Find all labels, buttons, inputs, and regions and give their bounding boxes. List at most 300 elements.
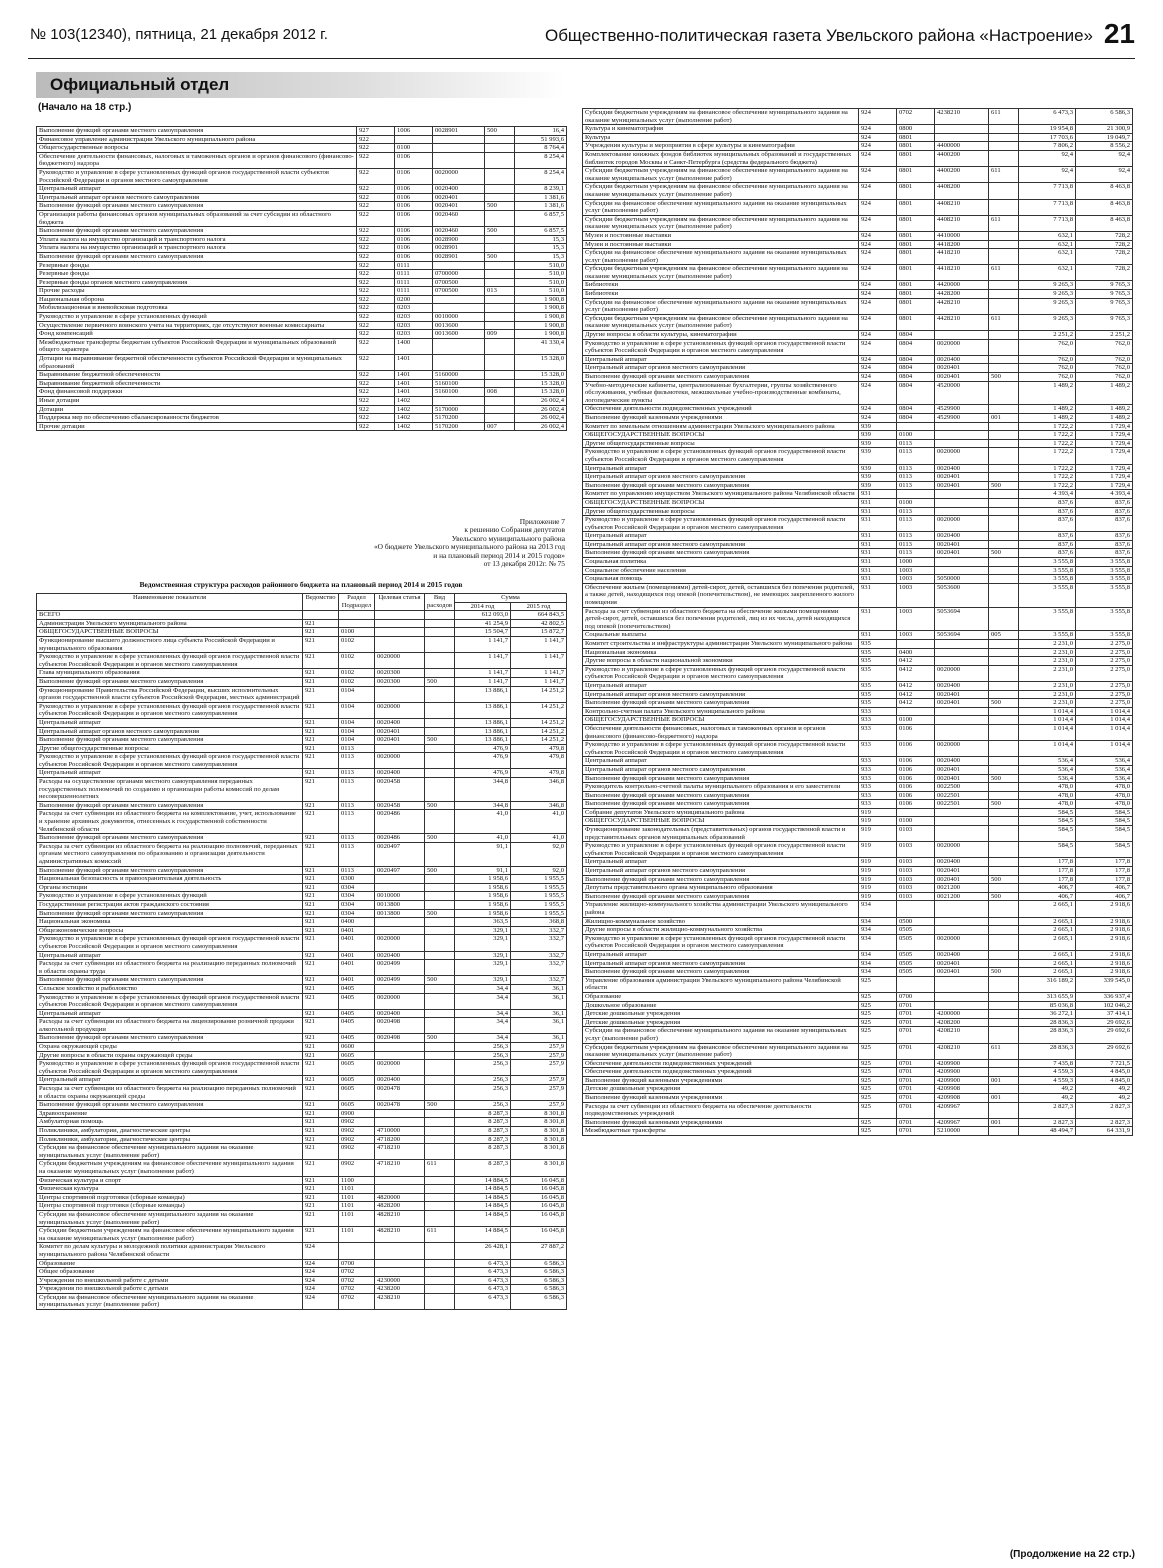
table-cell: Общегосударственные вопросы [37, 144, 357, 153]
table-cell: 611 [989, 109, 1019, 125]
table-row [583, 1127, 1133, 1136]
table-cell: 921 [303, 753, 339, 769]
table-cell: 611 [989, 215, 1019, 231]
table-cell [425, 1176, 455, 1185]
table-cell: 762,0 [1076, 339, 1133, 355]
table-cell: 762,0 [1019, 364, 1076, 373]
table-cell: 0104 [339, 702, 375, 718]
table-cell: 13 886,1 [455, 736, 511, 745]
table-cell [425, 1259, 455, 1268]
table-cell: 0010000 [433, 313, 485, 322]
table-row [37, 1185, 567, 1194]
continued-to: (Продолжение на 22 стр.) [1009, 1549, 1135, 1560]
table-cell: 0801 [897, 298, 935, 314]
table-cell: 536,4 [1019, 765, 1076, 774]
table-cell: 256,3 [455, 1076, 511, 1085]
table-cell: Руководство и управление в сфере установленных функций органов государственной власти субъектов Российской Федерации и органов местного самоуправления [37, 168, 357, 184]
table-cell [425, 753, 455, 769]
table-cell: 0020460 [433, 210, 485, 226]
appendix-line: от 13 декабря 2012г. № 75 [483, 559, 565, 569]
table-cell: 921 [303, 935, 339, 951]
table-cell: 7 435,8 [1019, 1059, 1076, 1068]
table-row [37, 653, 567, 669]
table-cell: 0401 [339, 951, 375, 960]
table-cell: 0106 [897, 800, 935, 809]
table-cell: 3 555,8 [1019, 558, 1076, 567]
table-cell: 0020458 [375, 801, 425, 810]
table-cell: 921 [303, 702, 339, 718]
table-cell: 36 272,1 [1019, 1010, 1076, 1019]
table-cell: Обеспечение деятельности финансовых, налоговых и таможенных органов и органов финансового (финансово-бюджетного) надзора [583, 724, 859, 740]
table-row [583, 917, 1133, 926]
table-cell: 921 [303, 1193, 339, 1202]
table-row [37, 918, 567, 927]
table-cell: 0104 [339, 727, 375, 736]
table-cell: 0020401 [935, 875, 989, 884]
table-row [583, 240, 1133, 249]
table-row [583, 507, 1133, 516]
table-cell: 8 287,3 [455, 1160, 511, 1176]
table-row [583, 976, 1133, 992]
table-cell: 922 [357, 261, 395, 270]
table-cell [485, 313, 515, 322]
table-cell: 921 [303, 1051, 339, 1060]
table-cell: 0401 [339, 960, 375, 976]
table-cell: 37 414,1 [1076, 1010, 1133, 1019]
table-cell: 1003 [897, 583, 935, 607]
table-cell: 406,7 [1076, 884, 1133, 893]
table-cell [425, 935, 455, 951]
table-cell [989, 926, 1019, 935]
table-cell: 406,7 [1076, 892, 1133, 901]
table-cell: Управление образования администрации Увельского муниципального района Челябинской области [583, 976, 859, 992]
table-cell: 837,6 [1019, 516, 1076, 532]
table-cell: 256,3 [455, 1043, 511, 1052]
section-title: Официальный отдел [36, 72, 566, 98]
table-cell [375, 611, 425, 620]
table-cell: 0013800 [375, 900, 425, 909]
table-cell: 611 [989, 1043, 1019, 1059]
table-cell: 0405 [339, 1009, 375, 1018]
table-cell: 837,6 [1019, 532, 1076, 541]
table-cell: 933 [859, 783, 897, 792]
table-cell: 0020000 [935, 842, 989, 858]
table-cell: 14 251,2 [511, 718, 567, 727]
table-cell: 0801 [897, 231, 935, 240]
table-row [583, 448, 1133, 464]
table-row [37, 304, 567, 313]
table-row [37, 1160, 567, 1176]
table-cell: Расходы на осуществление органами местного самоуправления переданных государственных полномочий по созданию и организации работы комиссий по делам несовершеннолетних [37, 778, 303, 802]
table-cell: Выравнивание бюджетной обеспеченности [37, 371, 357, 380]
table-cell: Межбюджетные трансферты бюджетам субъектов Российской Федерации и муниципальных образований общего характера [37, 338, 357, 354]
table-cell [989, 1127, 1019, 1136]
table-cell [375, 1185, 425, 1194]
table-cell: 0020000 [375, 702, 425, 718]
table-row [583, 109, 1133, 125]
table-cell [339, 619, 375, 628]
table-cell: Руководство и управление в сфере установленных функций органов государственной власти субъектов Российской Федерации и органов местного самоуправления [37, 702, 303, 718]
table-cell: 1003 [897, 575, 935, 584]
table-cell [425, 926, 455, 935]
table-cell: 0801 [897, 265, 935, 281]
table-cell: 1 900,8 [515, 321, 567, 330]
table-cell: 0020497 [375, 866, 425, 875]
table-cell: 1 489,2 [1019, 413, 1076, 422]
table-cell [485, 261, 515, 270]
table-cell [897, 976, 935, 992]
table-cell: 1 014,4 [1076, 724, 1133, 740]
table-cell: 4200000 [935, 1010, 989, 1019]
table-cell: 1 958,6 [455, 892, 511, 901]
table-cell [433, 152, 485, 168]
table-row [37, 718, 567, 727]
table-cell: 0100 [897, 431, 935, 440]
table-cell: Обеспечение деятельности подведомственных учреждений [583, 405, 859, 414]
table-cell: 925 [859, 992, 897, 1001]
table-cell [935, 716, 989, 725]
table-cell: 0400 [897, 648, 935, 657]
table-cell: Музеи и постоянные выставки [583, 240, 859, 249]
table-cell: 5053600 [935, 583, 989, 607]
table-cell: 921 [303, 1160, 339, 1176]
table-cell: 0702 [897, 109, 935, 125]
table-cell: Жилищно-коммунальное хозяйство [583, 917, 859, 926]
table-cell [935, 125, 989, 134]
table-row [37, 210, 567, 226]
table-row [583, 249, 1133, 265]
table-cell: 931 [859, 549, 897, 558]
table-cell: 36,1 [511, 993, 567, 1009]
table-cell: 919 [859, 808, 897, 817]
table-cell: 921 [303, 810, 339, 834]
table-cell: 0804 [897, 331, 935, 340]
table-cell: 922 [357, 321, 395, 330]
table-cell: 922 [357, 210, 395, 226]
table-cell [425, 1109, 455, 1118]
table-cell: 0605 [339, 1060, 375, 1076]
table-cell: Учреждения по внешкольной работе с детьми [37, 1276, 303, 1285]
table-cell: 0804 [897, 339, 935, 355]
table-cell: 584,5 [1019, 808, 1076, 817]
table-cell: 924 [859, 314, 897, 330]
table-cell: 924 [859, 125, 897, 134]
table-cell: 2 918,6 [1076, 950, 1133, 959]
table-cell: 922 [357, 144, 395, 153]
table-cell: Осуществление первичного воинского учета на территориях, где отсутствуют военные комиссариаты [37, 321, 357, 330]
table-cell: 584,5 [1019, 842, 1076, 858]
table-cell: 1006 [395, 127, 433, 136]
table-cell: 1 141,7 [511, 677, 567, 686]
table-cell: 924 [859, 183, 897, 199]
table-cell: Расходы за счет субвенции из областного бюджета на реализацию переданных полномочий в области охраны труда [37, 960, 303, 976]
table-cell: 0801 [897, 290, 935, 299]
table-cell: Субсидии на финансовое обеспечение муниципального задания на оказание муниципальных услуг (выполнение работ) [37, 1144, 303, 1160]
table-cell: 4400200 [935, 167, 989, 183]
table-cell: 0113 [897, 549, 935, 558]
table-cell: Детские дошкольные учреждения [583, 1018, 859, 1027]
table-row [583, 892, 1133, 901]
table-cell [989, 199, 1019, 215]
table-cell: 925 [859, 1043, 897, 1059]
table-cell: 177,8 [1019, 858, 1076, 867]
table-cell: 13 886,1 [455, 686, 511, 702]
table-cell: 924 [859, 150, 897, 166]
table-cell: 14 884,5 [455, 1185, 511, 1194]
table-cell: 500 [425, 834, 455, 843]
table-cell: 1 958,6 [455, 883, 511, 892]
table-cell: 329,1 [455, 976, 511, 985]
col-2015: 2015 год [511, 602, 567, 611]
table-cell: 919 [859, 817, 897, 826]
table-cell: Центры спортивной подготовки (сборные команды) [37, 1193, 303, 1202]
table-cell: 921 [303, 686, 339, 702]
table-row [583, 631, 1133, 640]
table-row [583, 1118, 1133, 1127]
table-cell: 0103 [897, 826, 935, 842]
table-cell: 0113 [339, 801, 375, 810]
table-cell [425, 1243, 455, 1259]
table-cell [425, 875, 455, 884]
table-cell: 0801 [897, 215, 935, 231]
table-cell: 0801 [897, 314, 935, 330]
table-row [37, 338, 567, 354]
table-cell: 933 [859, 765, 897, 774]
table-cell: 4828210 [375, 1210, 425, 1226]
table-cell: 922 [357, 235, 395, 244]
table-cell: 4408210 [935, 215, 989, 231]
table-cell: 0505 [897, 959, 935, 968]
table-cell: 2 665,1 [1019, 917, 1076, 926]
table-cell: Собрание депутатов Увельского муниципального района [583, 808, 859, 817]
table-cell: 922 [357, 193, 395, 202]
table-cell: 0020401 [935, 690, 989, 699]
table-cell: Выполнение функций органами местного самоуправления [583, 791, 859, 800]
table-cell: Контрольно-счетная палата Увельского муниципального района [583, 707, 859, 716]
table-cell: 0701 [897, 1001, 935, 1010]
table-cell: 4 559,3 [1019, 1076, 1076, 1085]
table-cell [989, 540, 1019, 549]
table-cell [425, 1043, 455, 1052]
table-cell: 14 884,5 [455, 1193, 511, 1202]
table-cell [989, 976, 1019, 992]
table-cell: Иные дотации [37, 397, 357, 406]
table-cell: Дошкольное образование [583, 1001, 859, 1010]
table-cell: 922 [357, 168, 395, 184]
table-cell: Учебно-методические кабинеты, централизованные бухгалтерии, группы хозяйственного обслуживания, учебные фильмотеки, межшкольные учебно-производственные комбинаты, логопедические пункты [583, 381, 859, 405]
appendix-line: и на плановый период 2014 и 2015 годов» [433, 550, 565, 560]
table-cell: 1400 [395, 338, 433, 354]
table-cell: 16 045,8 [511, 1202, 567, 1211]
table-cell [485, 244, 515, 253]
table-cell [339, 1243, 375, 1259]
table-cell: 4410000 [935, 231, 989, 240]
table-cell: 0020400 [935, 757, 989, 766]
table-cell: 921 [303, 1034, 339, 1043]
table-cell: 0505 [897, 926, 935, 935]
table-cell [989, 583, 1019, 607]
table-cell: 921 [303, 1109, 339, 1118]
table-row [583, 1027, 1133, 1043]
table-cell: Расходы за счет субвенции из областного бюджета на реализацию переданных полномочий в области охраны окружающей среды [37, 1085, 303, 1101]
table-cell: 329,1 [455, 951, 511, 960]
table-cell: Другие вопросы в области культуры, кинематографии [583, 331, 859, 340]
table-cell: 257,9 [511, 1043, 567, 1052]
table-cell: 4209900 [935, 1068, 989, 1077]
table-cell [989, 826, 1019, 842]
table-cell: 500 [989, 774, 1019, 783]
table-cell: Субсидии бюджетным учреждениям на финансовое обеспечение муниципального задания на оказание муниципальных услуг (выполнение работ) [583, 265, 859, 281]
table-cell: Субсидии на финансовое обеспечение муниципального задания на оказание муниципальных услуг (выполнение работ) [583, 249, 859, 265]
table-cell: 6 857,5 [515, 227, 567, 236]
table-cell: Другие вопросы в области охраны окружающей среды [37, 1051, 303, 1060]
table-row [37, 801, 567, 810]
table-cell [485, 355, 515, 371]
table-row [37, 1276, 567, 1285]
table-cell: 336 937,4 [1076, 992, 1133, 1001]
table-cell: 256,3 [455, 1051, 511, 1060]
table-cell [897, 422, 935, 431]
table-cell: 611 [989, 314, 1019, 330]
ved-table [36, 593, 567, 1310]
table-cell: 0020000 [935, 665, 989, 681]
table-cell: 1 141,7 [511, 669, 567, 678]
table-cell: 2 275,0 [1076, 699, 1133, 708]
table-cell: 19 049,7 [1076, 133, 1133, 142]
table-cell: Функционирование высшего должностного лица субъекта Российской Федерации и муниципального образования [37, 636, 303, 652]
table-cell: 49,2 [1076, 1085, 1133, 1094]
ved-title: Ведомственная структура расходов районного бюджета на плановый период 2014 и 2015 годов [139, 580, 463, 589]
table-cell: 0022501 [935, 800, 989, 809]
table-cell: 3 555,8 [1076, 583, 1133, 607]
table-cell: 1 489,2 [1019, 405, 1076, 414]
table-cell: 0700 [339, 1259, 375, 1268]
table-row [583, 959, 1133, 968]
table-cell [989, 690, 1019, 699]
table-cell: 0104 [339, 736, 375, 745]
table-cell: Комитет строительства и инфраструктуры администрации Увельского муниципального района [583, 640, 859, 649]
table-cell: 15 328,0 [515, 371, 567, 380]
table-cell: 91,1 [455, 866, 511, 875]
table-cell: Национальная экономика [583, 648, 859, 657]
table-cell: 1 489,2 [1076, 381, 1133, 405]
table-cell: 4418200 [935, 240, 989, 249]
table-cell: 1 014,4 [1019, 707, 1076, 716]
table-cell: 500 [425, 736, 455, 745]
table-cell: 837,6 [1019, 498, 1076, 507]
table-cell: 931 [859, 558, 897, 567]
table-cell: 0104 [339, 718, 375, 727]
table-cell: 922 [357, 287, 395, 296]
table-row [583, 665, 1133, 681]
table-cell: Выполнение функций органами местного самоуправления [37, 976, 303, 985]
table-cell: 500 [425, 1101, 455, 1110]
table-row [37, 185, 567, 194]
table-cell: 8 463,8 [1076, 183, 1133, 199]
table-cell: 728,2 [1076, 240, 1133, 249]
table-cell: 921 [303, 866, 339, 875]
table-cell: 2 918,6 [1076, 959, 1133, 968]
table-row [583, 657, 1133, 666]
table-cell [989, 150, 1019, 166]
table-cell: 1101 [339, 1227, 375, 1243]
ved-table-continued [582, 108, 1133, 1136]
table-cell: 925 [859, 1059, 897, 1068]
table-cell: 935 [859, 665, 897, 681]
table-cell: Центральный аппарат органов местного самоуправления [583, 959, 859, 968]
table-cell: 0902 [339, 1144, 375, 1160]
table-row [583, 464, 1133, 473]
table-cell [425, 900, 455, 909]
table-cell: 8 301,8 [511, 1118, 567, 1127]
table-cell: 0020478 [375, 1101, 425, 1110]
table-cell: 536,4 [1076, 757, 1133, 766]
table-cell: Руководство и управление в сфере установленных функций органов государственной власти субъектов Российской Федерации и органов местного самоуправления [583, 339, 859, 355]
table-cell: 0020401 [935, 968, 989, 977]
table-cell: 0902 [339, 1118, 375, 1127]
table-row [583, 724, 1133, 740]
table-cell: 500 [989, 699, 1019, 708]
table-cell: 332,7 [511, 926, 567, 935]
table-cell: 257,9 [511, 1051, 567, 1060]
table-cell: 0100 [897, 716, 935, 725]
table-cell: 1 141,7 [511, 653, 567, 669]
table-cell: 0106 [395, 168, 433, 184]
table-cell [989, 516, 1019, 532]
table-cell: Выравнивание бюджетной обеспеченности [37, 379, 357, 388]
table-cell: 6 586,3 [511, 1259, 567, 1268]
table-row [37, 261, 567, 270]
table-cell: 0020400 [375, 1076, 425, 1085]
table-cell [989, 858, 1019, 867]
table-cell: 2 918,6 [1076, 926, 1133, 935]
table-cell: 921 [303, 736, 339, 745]
table-cell: 4718210 [375, 1144, 425, 1160]
table-cell: 1402 [395, 397, 433, 406]
table-cell: 0020486 [375, 834, 425, 843]
table-cell: 1 014,4 [1076, 716, 1133, 725]
table-cell: 924 [859, 249, 897, 265]
table-cell [425, 653, 455, 669]
table-cell: 1 955,5 [511, 875, 567, 884]
table-cell: 26 002,4 [515, 405, 567, 414]
table-cell: 921 [303, 834, 339, 843]
table-cell: 921 [303, 628, 339, 637]
table-cell: 0020401 [935, 867, 989, 876]
table-row [583, 640, 1133, 649]
table-cell: 762,0 [1019, 373, 1076, 382]
table-cell: 15 504,7 [455, 628, 511, 637]
table-cell [989, 532, 1019, 541]
table-cell: 0405 [339, 1018, 375, 1034]
table-cell: 1401 [395, 379, 433, 388]
table-cell: 26 002,4 [515, 414, 567, 423]
table-cell: Комплектование книжных фондов библиотек муниципальных образований и государственных библиотек городов Москвы и Санкт-Петербурга (средства федерального бюджета) [583, 150, 859, 166]
table-cell: 0020498 [375, 1034, 425, 1043]
table-row [583, 648, 1133, 657]
table-cell: 0113 [339, 842, 375, 866]
table-row [583, 707, 1133, 716]
table-cell: Выполнение функций органами местного самоуправления [583, 699, 859, 708]
table-cell: 48 494,7 [1019, 1127, 1076, 1136]
table-cell: 8 254,4 [515, 152, 567, 168]
table-cell: 0412 [897, 690, 935, 699]
table-cell: 0801 [897, 240, 935, 249]
table-cell: 1 722,2 [1019, 422, 1076, 431]
table-cell: 921 [303, 769, 339, 778]
table-cell: 7 806,2 [1019, 142, 1076, 151]
table-cell: Руководство и управление в сфере установленных функций органов государственной власти субъектов Российской Федерации и органов местного самоуправления [37, 993, 303, 1009]
